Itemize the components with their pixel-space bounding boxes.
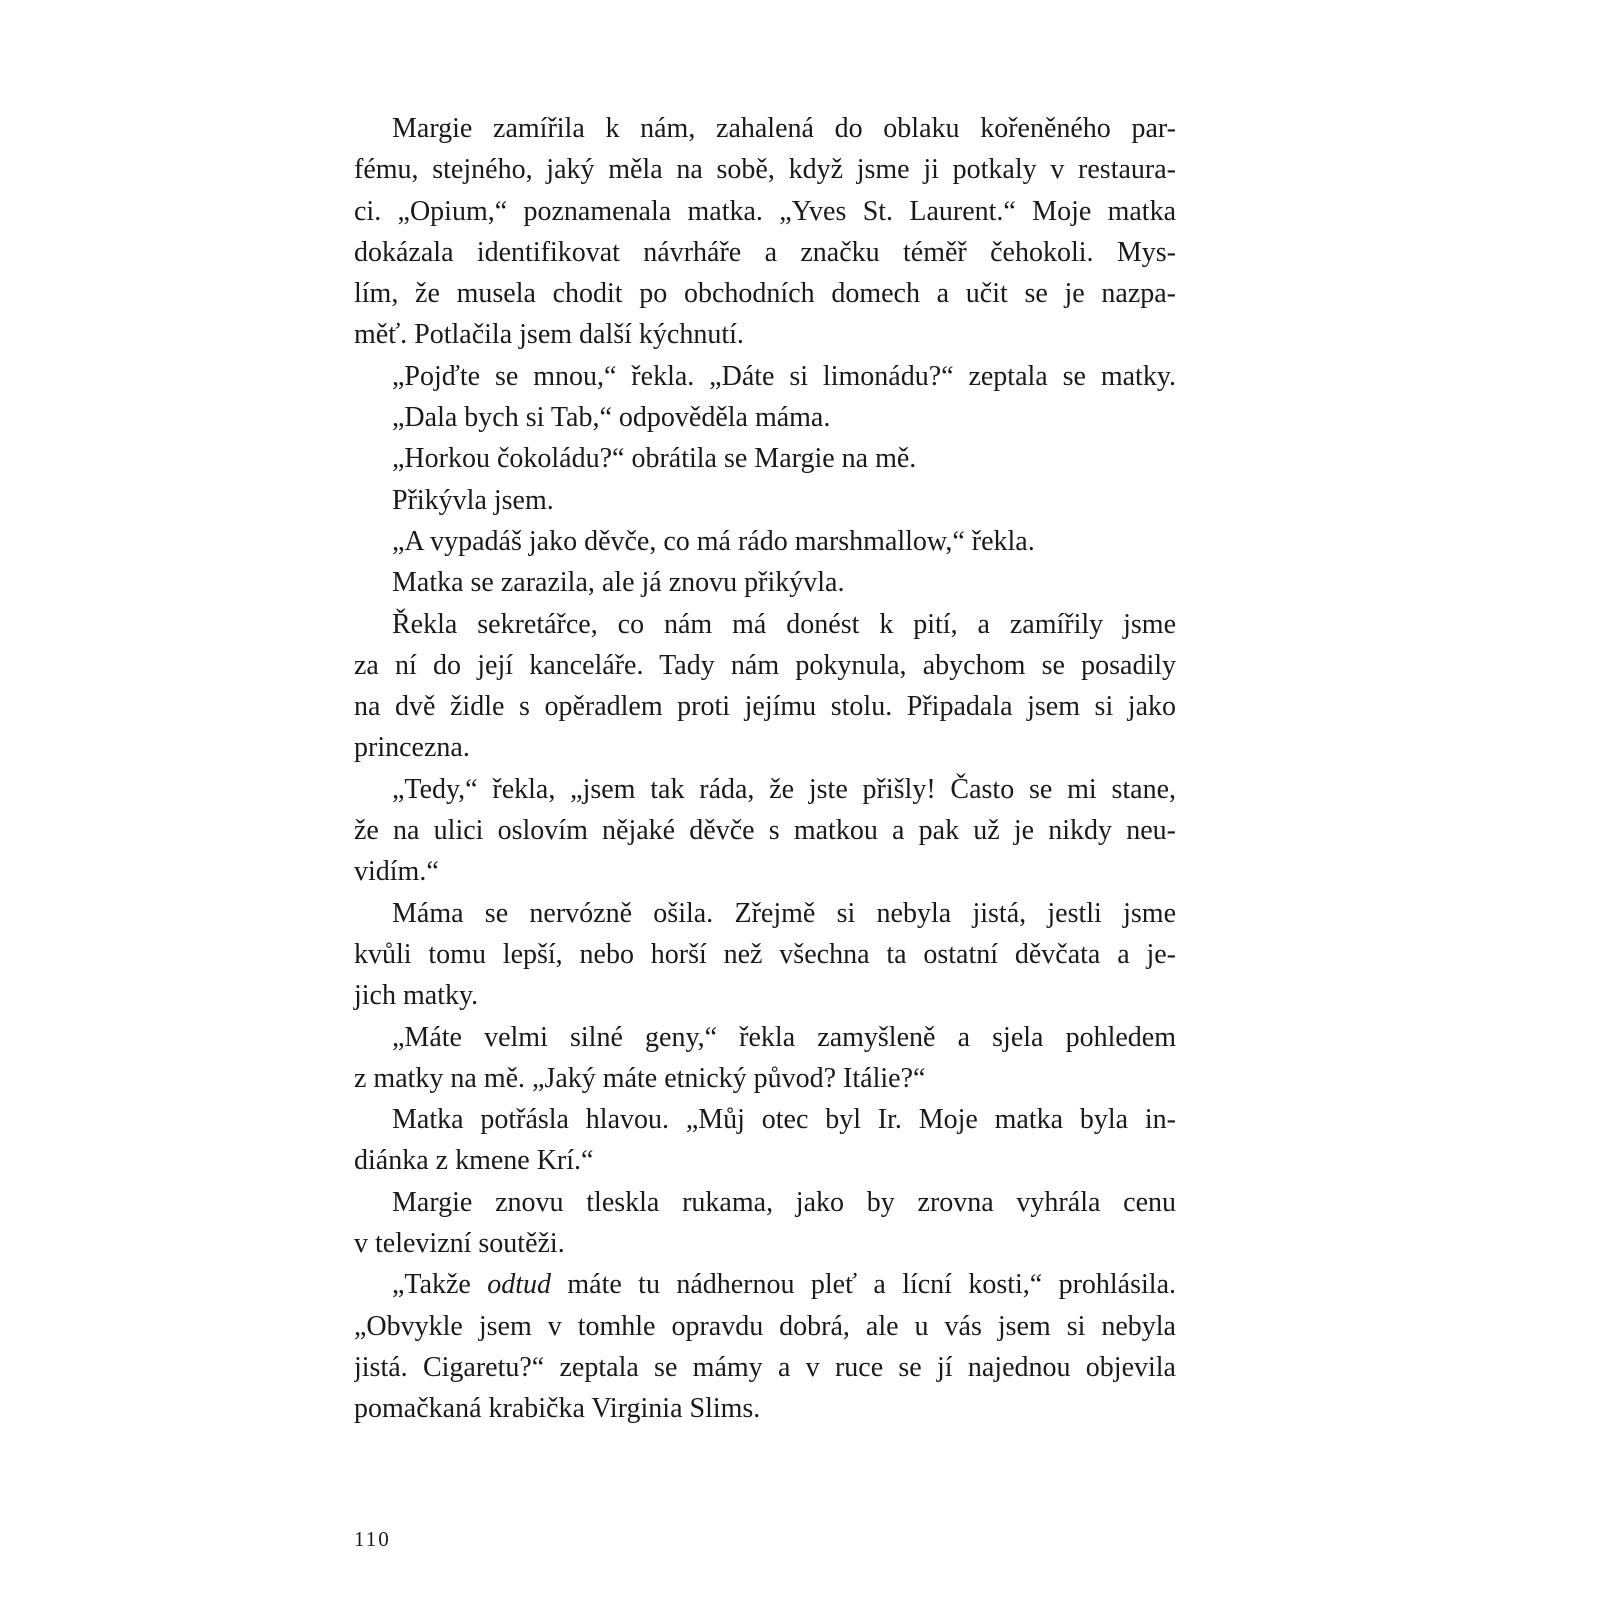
line-text: Margie zamířila k nám, zahalená do oblaku kořeněného par- bbox=[392, 113, 1176, 144]
text-line bbox=[354, 686, 1176, 727]
page-number: 110 bbox=[354, 1527, 391, 1551]
line-text: za ní do její kanceláře. Tady nám pokynula, abychom se posadily bbox=[354, 649, 1176, 681]
text-line bbox=[354, 893, 1176, 934]
line-text: princezna. bbox=[354, 732, 470, 764]
line-text: jistá. Cigaretu?“ zeptala se mámy a v ruce se jí najednou objevila bbox=[354, 1351, 1176, 1383]
text-line bbox=[354, 314, 1176, 355]
line-text-segment: máte tu nádhernou pleť a lícní kosti,“ prohlásila. bbox=[551, 1269, 1176, 1301]
line-text: na dvě židle s opěradlem proti jejímu stolu. Připadala jsem si jako bbox=[354, 691, 1176, 723]
line-text: „Máte velmi silné geny,“ řekla zamyšleně a sjela pohledem bbox=[392, 1021, 1176, 1053]
line-text: z matky na mě. „Jaký máte etnický původ? Itálie?“ bbox=[354, 1062, 926, 1094]
text-line bbox=[354, 1264, 1176, 1305]
text-line bbox=[354, 562, 1176, 603]
text-line bbox=[354, 108, 1176, 149]
text-line bbox=[354, 1182, 1176, 1223]
text-line bbox=[354, 934, 1176, 975]
line-text: jich matky. bbox=[354, 980, 479, 1012]
text-line bbox=[354, 810, 1176, 851]
line-text: fému, stejného, jaký měla na sobě, když jsme ji potkaly v restaura- bbox=[354, 154, 1176, 186]
line-text: měť. Potlačila jsem další kýchnutí. bbox=[354, 319, 744, 351]
line-text: lím, že musela chodit po obchodních domech a učit se je nazpa- bbox=[354, 278, 1176, 310]
text-line bbox=[354, 975, 1176, 1016]
text-line bbox=[354, 1306, 1176, 1347]
italic-emphasis: odtud bbox=[487, 1269, 552, 1301]
text-line bbox=[354, 191, 1176, 232]
line-text: že na ulici oslovím nějaké děvče s matkou a pak už je nikdy neu- bbox=[354, 815, 1176, 847]
line-text: „A vypadáš jako děvče, co má rádo marshmallow,“ řekla. bbox=[392, 525, 1035, 557]
line-text: Matka se zarazila, ale já znovu přikývla. bbox=[392, 567, 845, 599]
line-text: pomačkaná krabička Virginia Slims. bbox=[354, 1393, 761, 1425]
text-line bbox=[354, 604, 1176, 645]
line-text: v televizní soutěži. bbox=[354, 1228, 565, 1260]
text-line bbox=[354, 851, 1176, 892]
text-line bbox=[354, 645, 1176, 686]
line-text bbox=[392, 1264, 1176, 1305]
text-line bbox=[354, 1223, 1176, 1264]
line-text-segment: „Takže bbox=[392, 1269, 488, 1301]
text-line bbox=[354, 769, 1176, 810]
text-line bbox=[354, 1058, 1176, 1099]
line-text: ci. „Opium,“ poznamenala matka. „Yves St. Laurent.“ Moje matka bbox=[354, 195, 1176, 227]
line-text: „Tedy,“ řekla, „jsem tak ráda, že jste přišly! Často se mi stane, bbox=[392, 773, 1176, 805]
text-line bbox=[354, 273, 1176, 314]
line-text: dokázala identifikovat návrháře a značku téměř čehokoli. Mys- bbox=[354, 236, 1176, 268]
text-line bbox=[354, 480, 1176, 521]
line-text: diánka z kmene Krí.“ bbox=[354, 1145, 594, 1177]
text-line bbox=[354, 149, 1176, 190]
text-line bbox=[354, 438, 1176, 479]
line-text: Margie znovu tleskla rukama, jako by zrovna vyhrála cenu bbox=[392, 1186, 1176, 1218]
text-line bbox=[354, 1099, 1176, 1140]
line-text: kvůli tomu lepší, nebo horší než všechna ta ostatní děvčata a je- bbox=[354, 938, 1176, 970]
line-text: „Pojďte se mnou,“ řekla. „Dáte si limonádu?“ zeptala se matky. bbox=[392, 360, 1176, 392]
line-text: Řekla sekretářce, co nám má donést k pití, a zamířily jsme bbox=[392, 608, 1176, 640]
line-text: Matka potřásla hlavou. „Můj otec byl Ir. Moje matka byla in- bbox=[392, 1104, 1176, 1136]
text-line bbox=[354, 1388, 1176, 1429]
line-text: „Horkou čokoládu?“ obrátila se Margie na mě. bbox=[392, 443, 917, 475]
text-line bbox=[354, 356, 1176, 397]
line-text: „Dala bych si Tab,“ odpověděla máma. bbox=[392, 402, 831, 434]
line-text: Přikývla jsem. bbox=[392, 484, 554, 516]
text-line bbox=[354, 1347, 1176, 1388]
text-line bbox=[354, 232, 1176, 273]
line-text: Máma se nervózně ošila. Zřejmě si nebyla jistá, jestli jsme bbox=[392, 897, 1176, 929]
text-line bbox=[354, 521, 1176, 562]
text-line bbox=[354, 397, 1176, 438]
text-line bbox=[354, 727, 1176, 768]
line-text: „Obvykle jsem v tomhle opravdu dobrá, ale u vás jsem si nebyla bbox=[354, 1310, 1176, 1342]
body-text bbox=[354, 108, 1176, 1430]
line-text: vidím.“ bbox=[354, 856, 439, 888]
text-line bbox=[354, 1140, 1176, 1181]
page-body bbox=[354, 108, 1176, 1430]
text-line bbox=[354, 1017, 1176, 1058]
